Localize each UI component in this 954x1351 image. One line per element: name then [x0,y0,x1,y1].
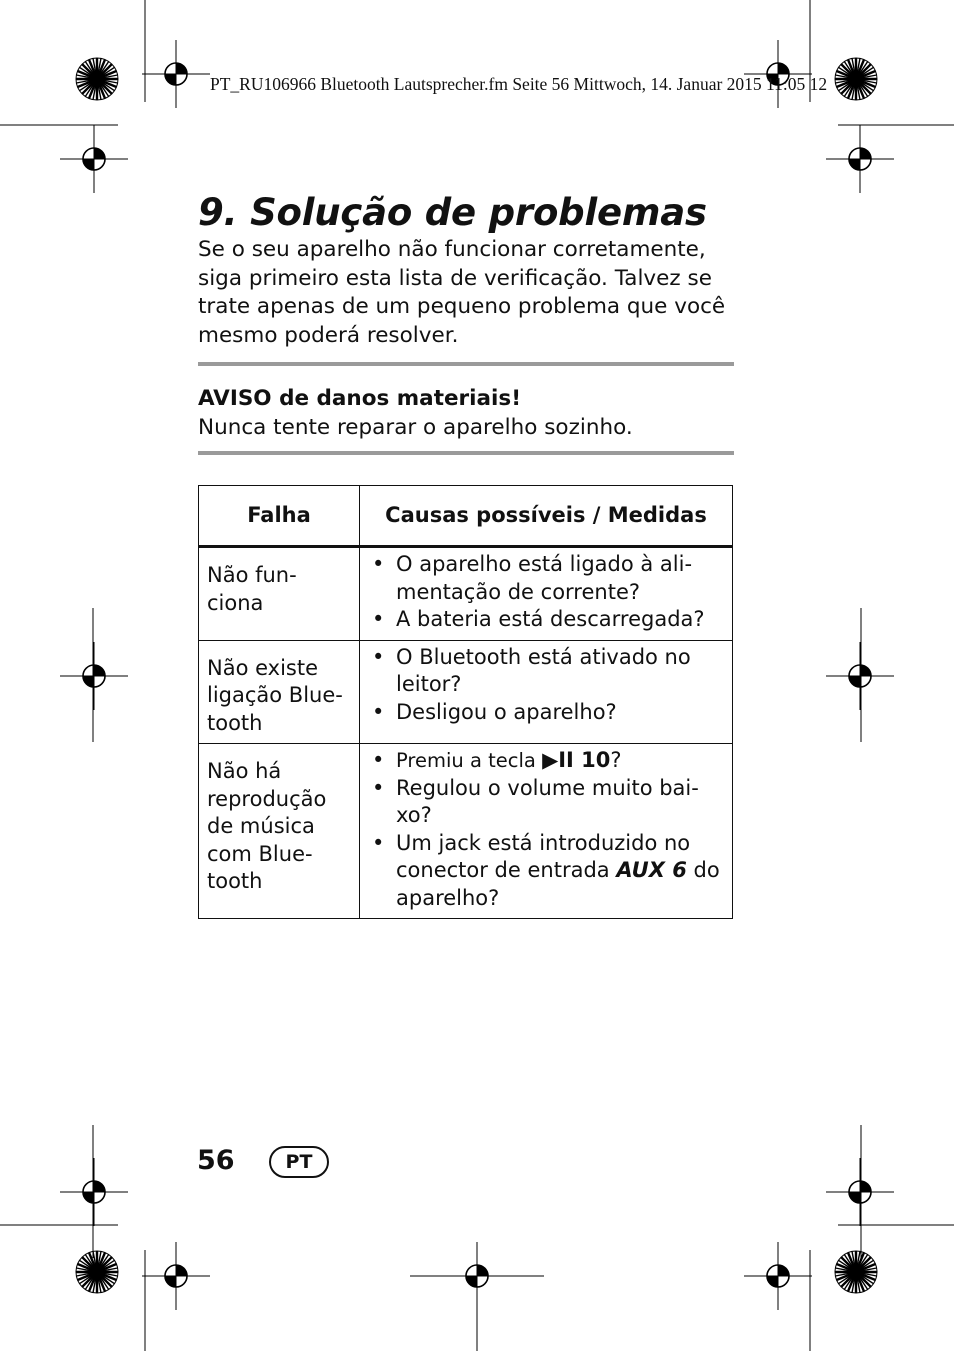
cause-item: • Desligou o aparelho? [368,699,724,727]
print-header: PT_RU106966 Bluetooth Lautsprecher.fm Seite 56 Mittwoch, 14. Januar 2015 11:05 12 [210,74,828,94]
fault-cell: Não há reprodução de música com Blue-tooth [199,744,360,919]
table-row [199,547,733,641]
header-fault: Falha [199,486,360,547]
content [198,190,734,455]
fault-cell: Não existe ligação Blue-tooth [199,640,360,744]
causes-cell [360,640,733,744]
fault-cell: Não fun-ciona [199,547,360,641]
cause-premiu-prefix: Premiu a tecla [396,749,543,772]
play-pause-button-label: ▶II 10 [542,748,611,772]
header-causes: Causas possíveis / Medidas [360,486,733,547]
section-title: 9. Solução de problemas [198,191,707,234]
cause-item: • O Bluetooth está ativado no leitor? [368,644,724,699]
cause-aux-prefix: Um jack está introduzido no conector de entrada [396,830,691,882]
cause-aux-suffix: do aparelho? [396,858,720,910]
cause-item: • Regulou o volume muito bai-xo? [368,775,724,830]
causes-cell [360,744,733,919]
table-header-row [199,486,733,547]
cause-item [368,830,724,913]
warning-title: AVISO de danos materiais! [198,386,522,411]
table-row [199,744,733,919]
cause-item: • O aparelho está ligado à ali-mentação de corrente? [368,551,724,606]
causes-cell [360,547,733,641]
page-number: 56 [197,1145,235,1176]
troubleshooting-table [198,485,733,919]
divider-bottom [198,451,734,455]
cause-item [368,747,724,775]
table-row [199,640,733,744]
cause-item: • A bateria está descarregada? [368,606,724,634]
aux-input-label: AUX 6 [616,858,687,882]
warning-box [198,366,734,451]
cause-premiu-suffix: ? [610,748,622,772]
warning-text: Nunca tente reparar o aparelho sozinho. [198,415,633,440]
intro-paragraph: Se o seu aparelho não funcionar corretamente, siga primeiro esta lista de verificação. Talvez se trate apenas de um pequeno problema que você mesmo poderá resolver. [198,237,726,348]
language-badge: PT [269,1146,329,1178]
